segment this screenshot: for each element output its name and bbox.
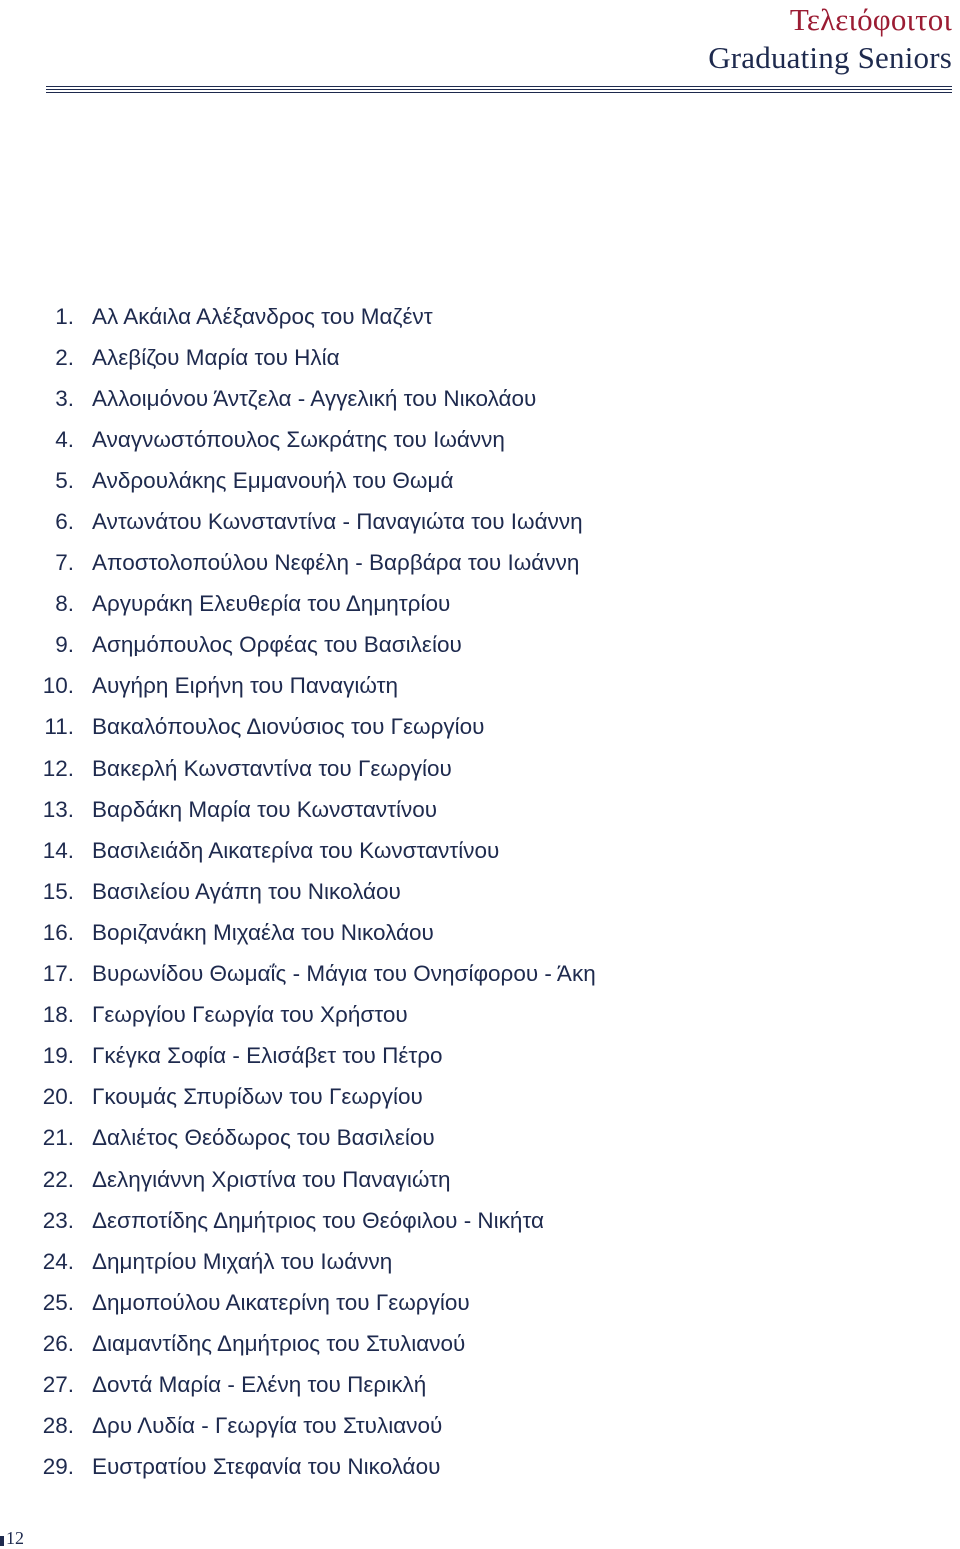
student-name: Αλεβίζου Μαρία του Ηλία bbox=[92, 344, 340, 370]
student-name: Γκουμάς Σπυρίδων του Γεωργίου bbox=[92, 1084, 423, 1110]
student-name: Δημητρίου Μιχαήλ του Ιωάννη bbox=[92, 1248, 393, 1274]
item-number: 23. bbox=[42, 1207, 74, 1233]
student-name: Βακερλή Κωνσταντίνα του Γεωργίου bbox=[92, 755, 452, 781]
list-item bbox=[0, 830, 596, 871]
item-number: 26. bbox=[42, 1330, 74, 1356]
list-item bbox=[0, 1200, 596, 1241]
item-number: 9. bbox=[55, 632, 74, 658]
student-name: Δρυ Λυδία - Γεωργία του Στυλιανού bbox=[92, 1413, 443, 1439]
item-number: 1. bbox=[55, 303, 74, 329]
student-name: Αυγήρη Ειρήνη του Παναγιώτη bbox=[92, 673, 399, 699]
list-item bbox=[0, 543, 596, 584]
item-number: 27. bbox=[42, 1371, 74, 1397]
title-english: Graduating Seniors bbox=[708, 40, 952, 75]
list-item bbox=[0, 912, 596, 953]
student-name: Διαμαντίδης Δημήτριος του Στυλιανού bbox=[92, 1330, 466, 1356]
page-edge-marker bbox=[0, 1536, 4, 1546]
item-number: 16. bbox=[42, 919, 74, 945]
list-item bbox=[0, 460, 596, 501]
student-name: Αντωνάτου Κωνσταντίνα - Παναγιώτα του Ιωάννη bbox=[92, 509, 583, 535]
header-divider-line bbox=[46, 89, 952, 90]
item-number: 6. bbox=[55, 509, 74, 535]
student-name: Αργυράκη Ελευθερία του Δημητρίου bbox=[92, 591, 451, 617]
student-name: Βοριζανάκη Μιχαέλα του Νικολάου bbox=[92, 919, 434, 945]
list-item bbox=[0, 748, 596, 789]
student-name: Δοντά Μαρία - Ελένη του Περικλή bbox=[92, 1371, 427, 1397]
list-item bbox=[0, 871, 596, 912]
item-number: 14. bbox=[42, 837, 74, 863]
item-number: 29. bbox=[42, 1454, 74, 1480]
list-item bbox=[0, 584, 596, 625]
item-number: 24. bbox=[42, 1248, 74, 1274]
list-item bbox=[0, 666, 596, 707]
list-item bbox=[0, 1118, 596, 1159]
student-name: Δαλιέτος Θεόδωρος του Βασιλείου bbox=[92, 1125, 435, 1151]
item-number: 22. bbox=[42, 1166, 74, 1192]
item-number: 12. bbox=[42, 755, 74, 781]
item-number: 2. bbox=[55, 344, 74, 370]
page-header bbox=[708, 4, 952, 73]
item-number: 25. bbox=[42, 1289, 74, 1315]
list-item bbox=[0, 1364, 596, 1405]
list-item bbox=[0, 378, 596, 419]
student-name: Βακαλόπουλος Διονύσιος του Γεωργίου bbox=[92, 714, 485, 740]
item-number: 28. bbox=[42, 1413, 74, 1439]
title-greek: Τελειόφοιτοι bbox=[789, 2, 952, 37]
list-item bbox=[0, 789, 596, 830]
student-name: Βασιλειάδη Αικατερίνα του Κωνσταντίνου bbox=[92, 837, 500, 863]
student-name: Αλ Ακάιλα Αλέξανδρος του Μαζέντ bbox=[92, 303, 433, 329]
student-name: Αλλοιμόνου Άντζελα - Αγγελική του Νικολάου bbox=[92, 385, 537, 411]
list-item bbox=[0, 337, 596, 378]
list-item bbox=[0, 501, 596, 542]
student-name: Δεληγιάννη Χριστίνα του Παναγιώτη bbox=[92, 1166, 451, 1192]
student-name: Γεωργίου Γεωργία του Χρήστου bbox=[92, 1002, 408, 1028]
student-name: Αναγνωστόπουλος Σωκράτης του Ιωάννη bbox=[92, 426, 505, 452]
item-number: 19. bbox=[42, 1043, 74, 1069]
item-number: 4. bbox=[55, 426, 74, 452]
student-name: Ασημόπουλος Ορφέας του Βασιλείου bbox=[92, 632, 462, 658]
student-name: Ευστρατίου Στεφανία του Νικολάου bbox=[92, 1454, 441, 1480]
item-number: 8. bbox=[55, 591, 74, 617]
item-number: 3. bbox=[55, 385, 74, 411]
item-number: 13. bbox=[42, 796, 74, 822]
student-name: Γκέγκα Σοφία - Ελισάβετ του Πέτρο bbox=[92, 1043, 443, 1069]
list-item bbox=[0, 954, 596, 995]
list-item bbox=[0, 1036, 596, 1077]
list-item bbox=[0, 707, 596, 748]
student-name: Βαρδάκη Μαρία του Κωνσταντίνου bbox=[92, 796, 438, 822]
list-item bbox=[0, 1159, 596, 1200]
list-item bbox=[0, 1241, 596, 1282]
list-item bbox=[0, 296, 596, 337]
student-name: Βυρωνίδου Θωμαΐς - Μάγια του Ονησίφορου - Άκη bbox=[92, 961, 596, 987]
item-number: 7. bbox=[55, 550, 74, 576]
header-divider-line bbox=[46, 92, 952, 93]
student-name: Δεσποτίδης Δημήτριος του Θεόφιλου - Νικήτα bbox=[92, 1207, 545, 1233]
list-item bbox=[0, 419, 596, 460]
item-number: 5. bbox=[55, 467, 74, 493]
list-item bbox=[0, 1406, 596, 1447]
list-item bbox=[0, 1282, 596, 1323]
student-name: Ανδρουλάκης Εμμανουήλ του Θωμά bbox=[92, 467, 454, 493]
item-number: 21. bbox=[42, 1125, 74, 1151]
graduates-list bbox=[0, 296, 596, 1488]
header-divider-line bbox=[46, 86, 952, 87]
page-number: 12 bbox=[6, 1528, 24, 1548]
item-number: 18. bbox=[42, 1002, 74, 1028]
item-number: 15. bbox=[42, 878, 74, 904]
list-item bbox=[0, 1447, 596, 1488]
item-number: 10. bbox=[42, 673, 74, 699]
student-name: Βασιλείου Αγάπη του Νικολάου bbox=[92, 878, 401, 904]
list-item bbox=[0, 1077, 596, 1118]
student-name: Δημοπούλου Αικατερίνη του Γεωργίου bbox=[92, 1289, 470, 1315]
student-name: Αποστολοπούλου Νεφέλη - Βαρβάρα του Ιωάννη bbox=[92, 550, 580, 576]
item-number: 20. bbox=[42, 1084, 74, 1110]
list-item bbox=[0, 1323, 596, 1364]
list-item bbox=[0, 625, 596, 666]
item-number: 17. bbox=[42, 961, 74, 987]
list-item bbox=[0, 995, 596, 1036]
item-number: 11. bbox=[44, 714, 74, 740]
